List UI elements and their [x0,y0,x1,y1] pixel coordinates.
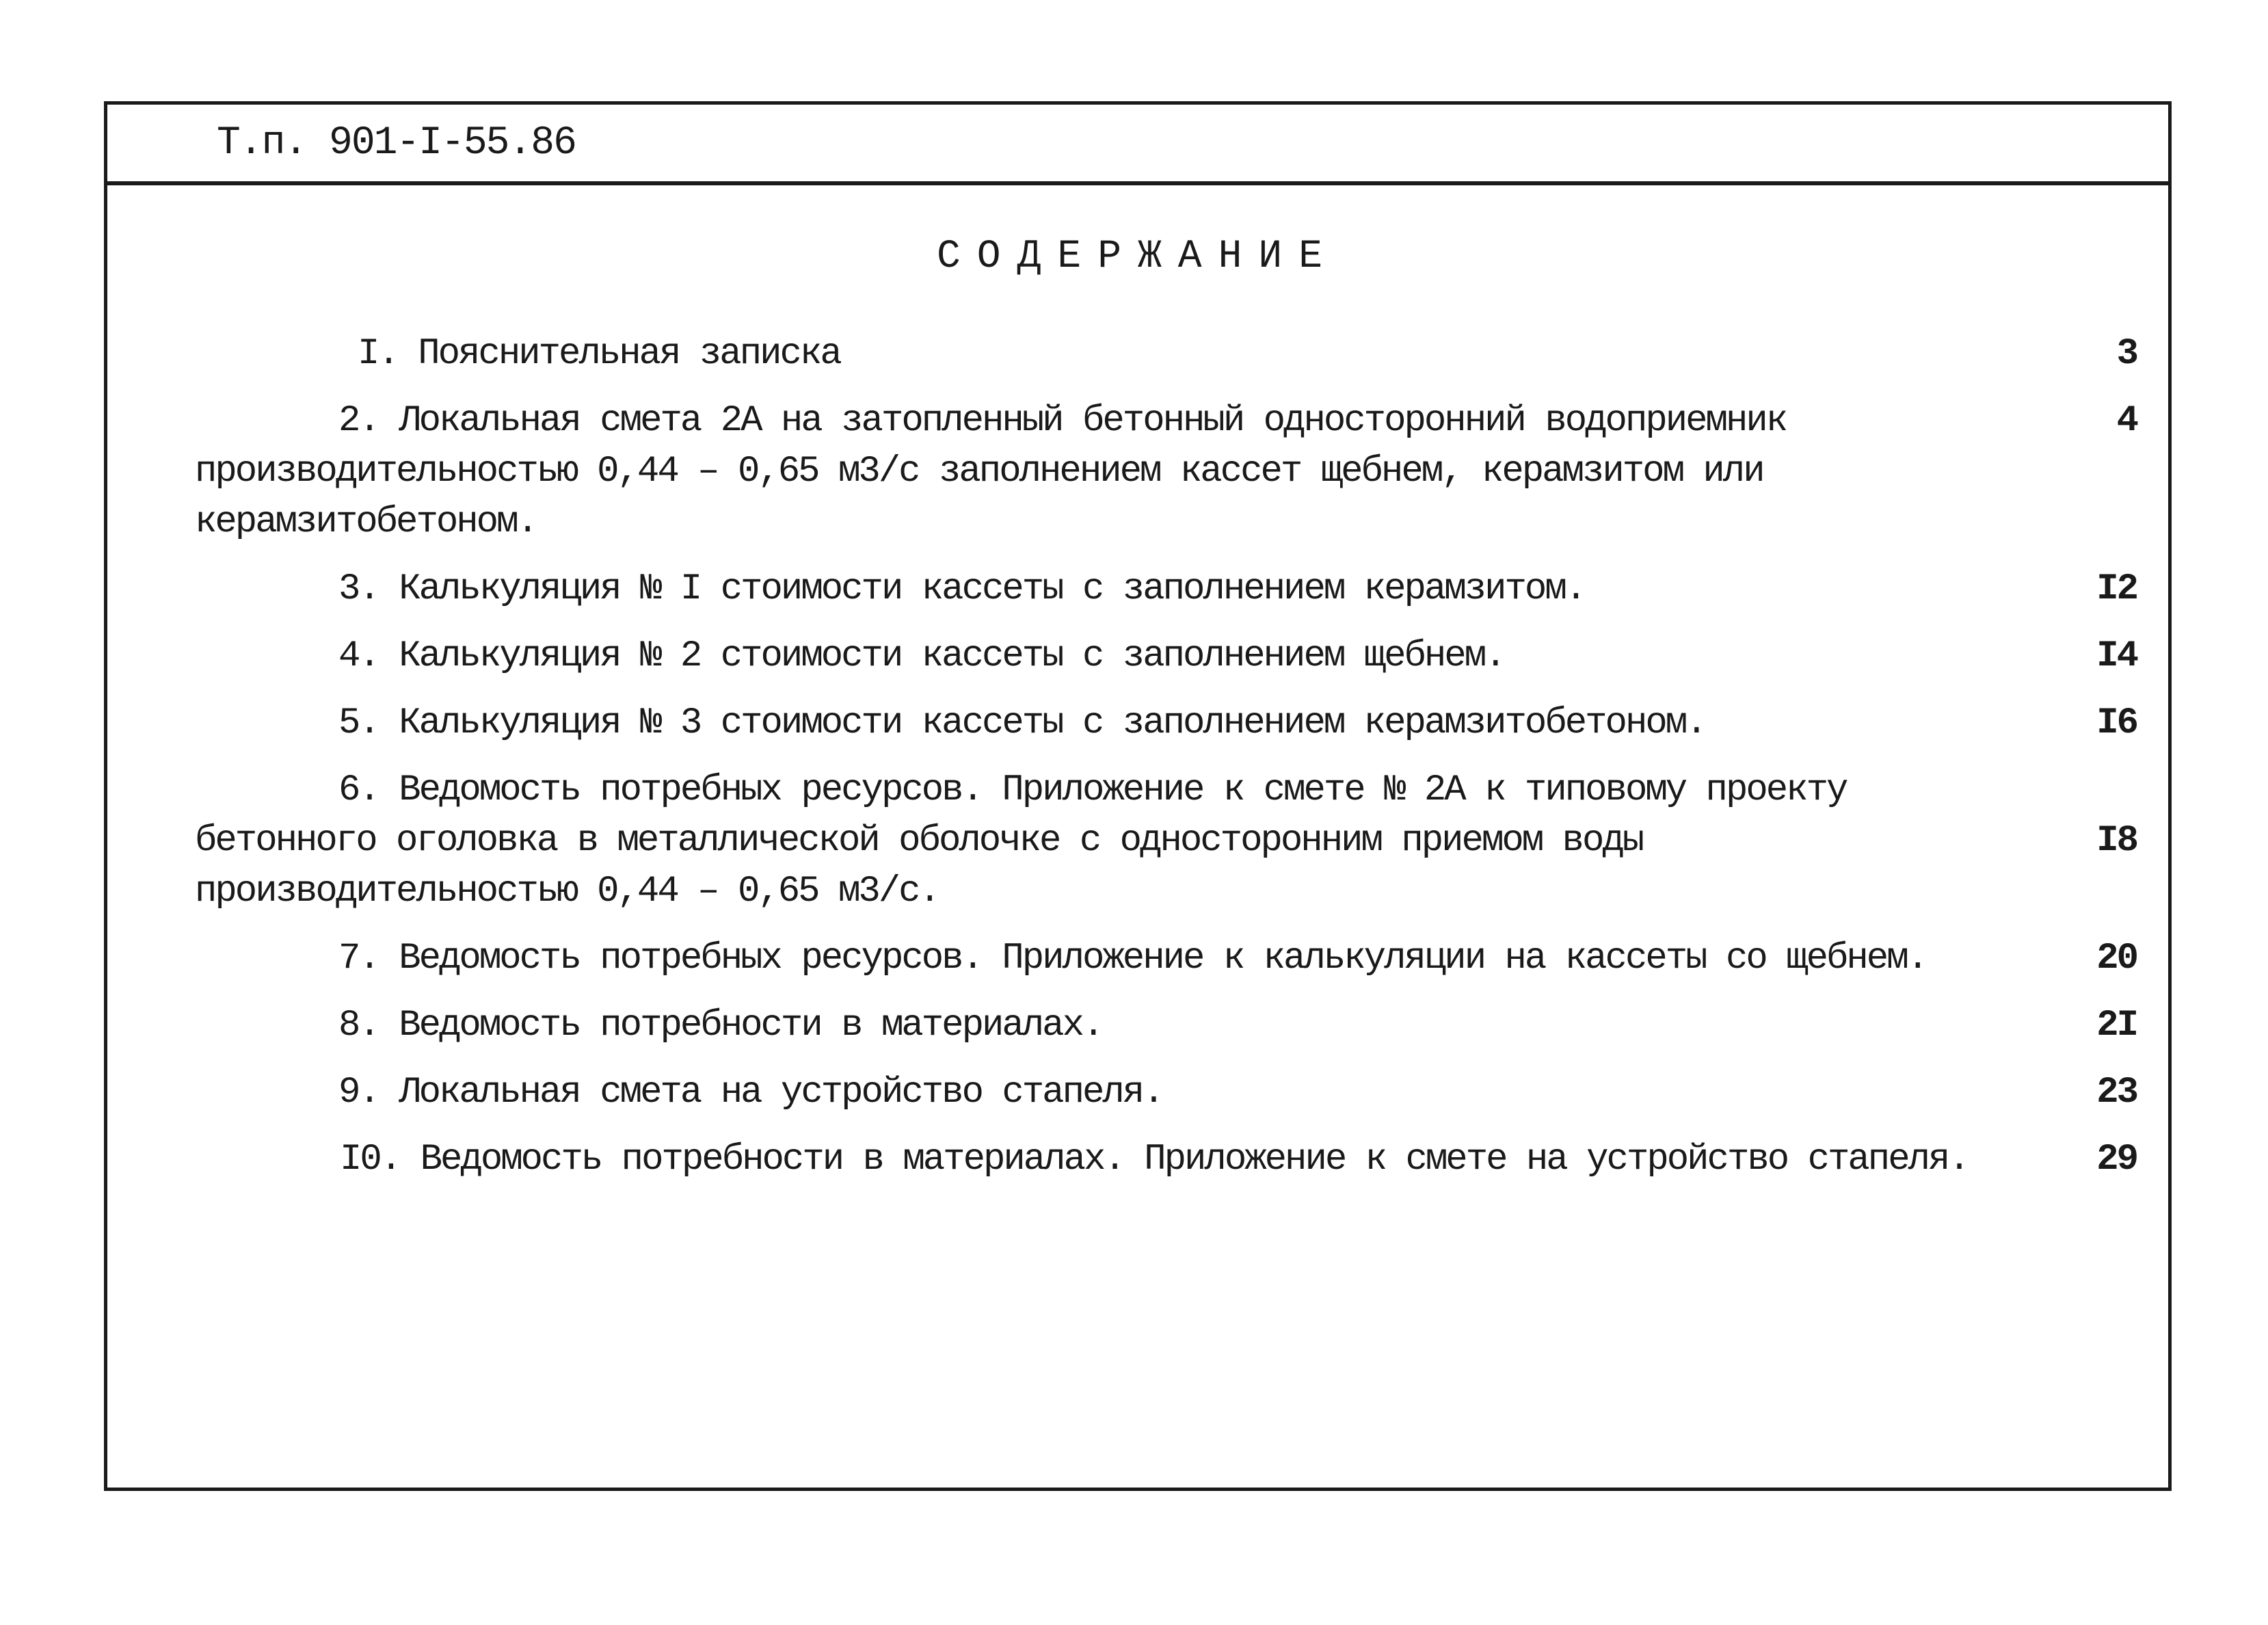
toc-entry [195,396,2137,548]
page-title: СОДЕРЖАНИЕ [936,235,1339,279]
toc-entry-text: 5. Калькуляция № 3 стоимости кассеты с заполнением керамзитобетоном. [338,702,1706,744]
document-code: Т.п. 901-I-55.86 [217,121,576,166]
toc-entry-text: 9. Локальная смета на устройство стапеля. [338,1072,1163,1113]
toc-entry-text: 8. Ведомость потребности в материалах. [338,1005,1103,1046]
table-of-contents [195,329,2137,1202]
toc-entry [195,631,2137,682]
toc-entry-page: I4 [2096,635,2137,677]
document-frame [104,101,2172,1491]
toc-entry [195,765,2137,917]
toc-entry-text: 7. Ведомость потребных ресурсов. Приложение к калькуляции на кассеты со щебнем. [338,938,1927,979]
toc-entry [195,934,2137,984]
toc-entry [195,564,2137,615]
toc-entry-page: 23 [2096,1072,2137,1113]
toc-entry-page: I6 [2096,702,2137,744]
header-divider [107,181,2168,185]
toc-entry-page: 2I [2096,1005,2137,1046]
toc-entry [195,698,2137,749]
toc-entry-page: 20 [2096,938,2137,979]
toc-entry-page: I2 [2096,568,2137,610]
toc-entry-text: 2. Локальная смета 2А на затопленный бетонный односторонний водоприемник производительностью 0,44 – 0,65 м3/с заполнением кассет щебнем, керамзитом или керамзитобетоном. [195,400,1787,543]
toc-entry-page: I8 [2096,820,2137,862]
toc-entry-text: 3. Калькуляция № I стоимости кассеты с заполнением керамзитом. [338,568,1586,610]
toc-entry-text: 4. Калькуляция № 2 стоимости кассеты с заполнением щебнем. [338,635,1505,677]
toc-entry-text: I0. Ведомость потребности в материалах. Приложение к смете на устройство стапеля. [340,1139,1969,1180]
toc-entry-text: I. Пояснительная записка [358,333,840,375]
toc-entry-page: 3 [2116,333,2137,375]
toc-entry-page: 29 [2096,1139,2137,1180]
toc-entry-text: 6. Ведомость потребных ресурсов. Приложение к смете № 2А к типовому проекту бетонного оголовка в металлической оболочке с односторонним приемом воды производительностью 0,44 – 0,65 м3/с. [195,769,1847,912]
toc-entry [195,1068,2137,1118]
toc-entry [195,1135,2137,1185]
toc-entry [195,329,2137,380]
toc-entry [195,1001,2137,1051]
toc-entry-page: 4 [2116,400,2137,442]
